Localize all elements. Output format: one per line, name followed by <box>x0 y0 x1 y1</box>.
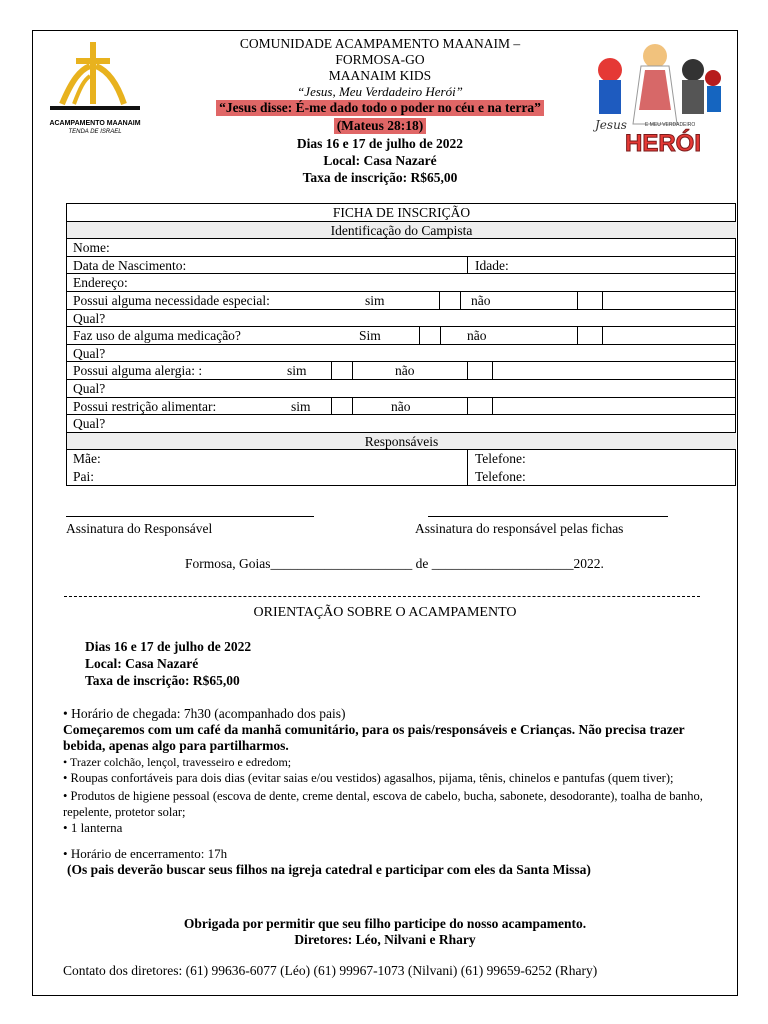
medicacao-label: Faz uso de alguma medicação? <box>73 328 241 344</box>
necessidade-row <box>67 292 736 310</box>
maanaim-logo <box>40 40 150 140</box>
org-line-2: FORMOSA-GO <box>335 52 425 67</box>
list-item: • Horário de chegada: 7h30 (acompanhado dos pais) <box>63 706 346 721</box>
breakfast-text: Começaremos com um café da manhã comunitário, para os pais/responsáveis e Crianças. Não precisa trazer bebida, apenas algo para partilharmos. <box>63 722 685 753</box>
restricao-nao-checkbox[interactable] <box>467 398 493 416</box>
tent-cross-icon <box>40 40 150 120</box>
alergia-row <box>67 362 736 380</box>
necessidade-nao-checkbox[interactable] <box>577 292 603 310</box>
qual-label-3: Qual? <box>73 381 106 396</box>
nascimento-label: Data de Nascimento: <box>73 257 187 273</box>
necessidade-sim-label: sim <box>365 293 385 308</box>
form-title: FICHA DE INSCRIÇÃO <box>332 205 471 220</box>
section-campista: Identificação do Campista <box>330 222 473 238</box>
section-responsaveis-row <box>67 433 736 451</box>
necessidade-nao-label: não <box>471 293 491 308</box>
qual-row-4[interactable] <box>67 415 736 433</box>
section-responsaveis: Responsáveis <box>364 433 439 449</box>
qual-label-1: Qual? <box>73 310 106 326</box>
logo-name: ACAMPAMENTO MAANAIM <box>49 120 141 127</box>
parents-note: (Os pais deverão buscar seus filhos na igreja catedral e participar com eles da Santa Missa) <box>67 862 591 877</box>
orientation-fee: Taxa de inscrição: R$65,00 <box>85 673 240 688</box>
pai-label: Pai: <box>73 469 95 484</box>
signature-right-label: Assinatura do responsável pelas fichas <box>415 521 624 536</box>
item4-text: 1 lanterna <box>70 820 123 835</box>
section-campista-row <box>67 222 736 240</box>
form-title-row <box>67 204 736 222</box>
signature-line-left[interactable] <box>66 516 314 517</box>
header-fee: Taxa de inscrição: R$65,00 <box>302 170 458 185</box>
arrival-text: Horário de chegada: 7h30 (acompanhado dos pais) <box>71 706 346 721</box>
header-dates: Dias 16 e 17 de julho de 2022 <box>296 136 464 151</box>
alergia-nao-label: não <box>395 363 415 379</box>
theme: “Jesus, Meu Verdadeiro Herói” <box>297 84 463 99</box>
org-line-1: COMUNIDADE ACAMPAMENTO MAANAIM – <box>239 36 521 51</box>
medicacao-nao-label: não <box>467 328 487 344</box>
alergia-nao-checkbox[interactable] <box>467 362 493 380</box>
qual-row-1[interactable] <box>67 310 736 328</box>
registration-form <box>66 203 736 486</box>
orientation-dates: Dias 16 e 17 de julho de 2022 <box>85 639 252 654</box>
logo-subtitle: TENDA DE ISRAEL <box>68 129 122 135</box>
hero-caption-big: HERÓI <box>625 130 702 157</box>
list-item: • 1 lanterna <box>63 820 123 835</box>
verse: “Jesus disse: É-me dado todo o poder no céu e na terra” <box>216 100 544 116</box>
restricao-row <box>67 398 736 416</box>
pai-row[interactable] <box>67 468 736 486</box>
list-item: • Horário de encerramento: 17h <box>63 846 228 861</box>
hero-caption-jesus: Jesus <box>595 118 627 132</box>
medicacao-sim-checkbox[interactable] <box>419 327 441 345</box>
alergia-label: Possui alguma alergia: : <box>73 363 203 379</box>
item2-text: Roupas confortáveis para dois dias (evitar saias e/ou vestidos) agasalhos, pijama, tênis, chinelos e pantufas (quem tiver); <box>70 771 674 785</box>
restricao-nao-label: não <box>391 398 411 414</box>
idade-label: Idade: <box>475 257 509 273</box>
orientation-title: ORIENTAÇÃO SOBRE O ACAMPAMENTO <box>253 605 517 620</box>
telefone-label-2: Telefone: <box>475 469 526 484</box>
restricao-label: Possui restrição alimentar: <box>73 398 217 414</box>
qual-label-4: Qual? <box>73 416 106 432</box>
list-item: • Produtos de higiene pessoal (escova de dente, creme dental, escova de cabelo, bucha, sabonete, desodorante), toalha de banho, repelente, protetor solar; <box>63 789 703 819</box>
list-item: • Trazer colchão, lençol, travesseiro e edredom; <box>63 755 292 769</box>
orientation-list <box>63 706 703 878</box>
endereco-row[interactable] <box>67 274 736 292</box>
signature-left-label: Assinatura do Responsável <box>66 521 213 536</box>
qual-row-2[interactable] <box>67 345 736 363</box>
qual-row-3[interactable] <box>67 380 736 398</box>
item3-text: Produtos de higiene pessoal (escova de dente, creme dental, escova de cabelo, bucha, sabonete, desodorante), toalha de banho, repelente, protetor solar; <box>63 789 703 819</box>
medicacao-sim-label: Sim <box>359 328 381 344</box>
list-item: • Roupas confortáveis para dois dias (evitar saias e/ou vestidos) agasalhos, pijama, tênis, chinelos e pantufas (quem tiver); <box>63 771 674 785</box>
date-line[interactable]: Formosa, Goias_____________________ de _____________________2022. <box>185 556 604 571</box>
thanks-text: Obrigada por permitir que seu filho participe do nosso acampamento. <box>183 916 587 931</box>
directors-text: Diretores: Léo, Nilvani e Rhary <box>294 932 476 947</box>
mae-label: Mãe: <box>73 451 101 467</box>
qual-label-2: Qual? <box>73 345 106 361</box>
medicacao-row <box>67 327 736 345</box>
closing-time-text: Horário de encerramento: 17h <box>70 846 228 861</box>
necessidade-label: Possui alguma necessidade especial: <box>73 293 270 308</box>
nascimento-row[interactable] <box>67 257 736 275</box>
endereco-label: Endereço: <box>73 275 128 291</box>
restricao-sim-checkbox[interactable] <box>331 398 353 416</box>
verse-ref: (Mateus 28:18) <box>334 118 427 134</box>
alergia-sim-label: sim <box>287 363 307 379</box>
restricao-sim-label: sim <box>291 398 311 414</box>
telefone-label-1: Telefone: <box>475 451 526 467</box>
responsaveis-divider <box>467 450 468 486</box>
necessidade-sim-checkbox[interactable] <box>439 292 461 310</box>
hero-caption-small: E MEU VERDADEIRO <box>645 122 696 128</box>
alergia-sim-checkbox[interactable] <box>331 362 353 380</box>
contact-text: Contato dos diretores: (61) 99636-6077 (Léo) (61) 99967-1073 (Nilvani) (61) 99659-6252 (Rhary) <box>63 963 598 978</box>
medicacao-nao-checkbox[interactable] <box>577 327 603 345</box>
item1-text: Trazer colchão, lençol, travesseiro e edredom; <box>69 755 292 769</box>
nome-row[interactable] <box>67 239 736 257</box>
divider <box>467 257 468 275</box>
signature-line-right[interactable] <box>428 516 668 517</box>
header-location: Local: Casa Nazaré <box>323 153 437 168</box>
orientation-location: Local: Casa Nazaré <box>85 656 199 671</box>
org-line-3: MAANAIM KIDS <box>328 68 432 83</box>
nome-label: Nome: <box>73 240 110 256</box>
cut-line <box>64 596 700 597</box>
mae-row[interactable] <box>67 450 736 468</box>
